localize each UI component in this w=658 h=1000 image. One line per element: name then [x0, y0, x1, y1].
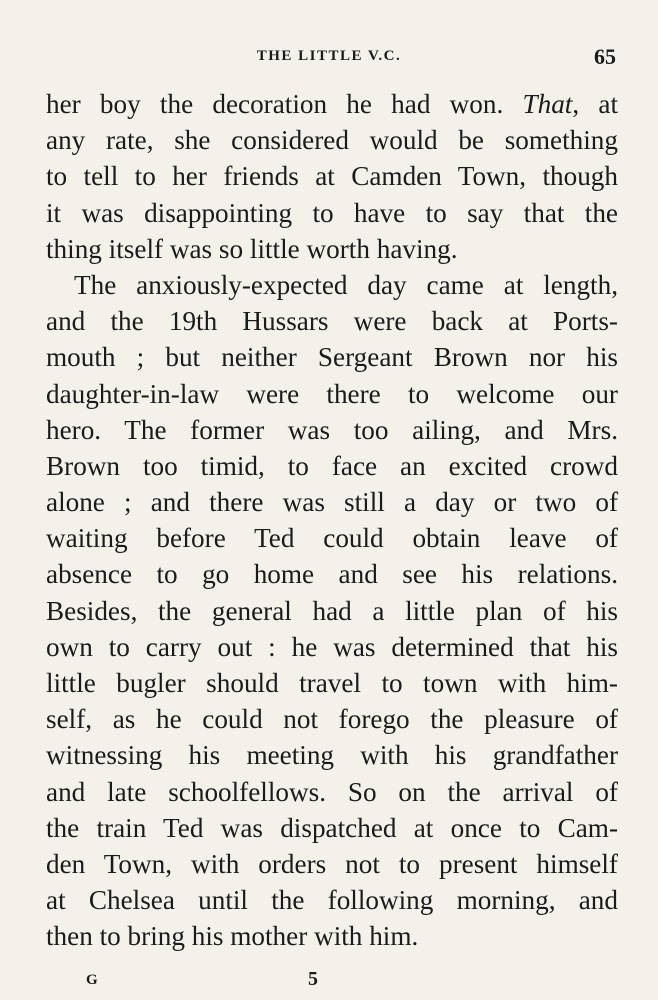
text-line: little bugler should travel to town with him-: [46, 668, 618, 698]
text-line: mouth ; but neither Sergeant Brown nor his: [46, 342, 618, 373]
signature-number: 5: [308, 968, 318, 990]
page-footer: [0, 968, 658, 994]
text-line: to tell to her friends at Camden Town, though: [46, 161, 618, 192]
body-text: [46, 86, 618, 955]
text-line: and late schoolfellows. So on the arrival of: [46, 776, 618, 807]
page-number: 65: [594, 44, 616, 69]
signature-letter: G: [86, 972, 98, 988]
text-line: thing itself was so little worth having.: [46, 233, 458, 264]
text-line: daughter-in-law were there to welcome our: [46, 378, 618, 409]
text-line: it was disappointing to have to say that the: [46, 197, 618, 228]
text-line: alone ; and there was still a day or two of: [46, 487, 618, 518]
text-line: [46, 86, 618, 122]
text-line: then to bring his mother with him.: [46, 921, 419, 952]
text-line: own to carry out : he was determined that his: [46, 631, 618, 662]
text-line: den Town, with orders not to present himself: [46, 848, 618, 879]
text-line: witnessing his meeting with his grandfather: [46, 740, 618, 771]
running-title: THE LITTLE V.C.: [256, 48, 402, 64]
running-head: [0, 44, 658, 74]
text-line: and the 19th Hussars were back at Ports-: [46, 306, 618, 337]
text-line: absence to go home and see his relations.: [46, 559, 618, 590]
text-line: the train Ted was dispatched at once to Cam-: [46, 812, 618, 843]
text-line: at Chelsea until the following morning, and: [46, 885, 618, 916]
text-line: any rate, she considered would be something: [46, 125, 618, 156]
text-line: Besides, the general had a little plan of his: [46, 595, 618, 626]
text-line: hero. The former was too ailing, and Mrs.: [46, 414, 618, 445]
text-span: , at: [572, 89, 619, 119]
italic-word: That: [522, 89, 573, 119]
text-span: her boy the decoration he had won.: [46, 89, 523, 119]
text-line: The anxiously-expected day came at length,: [74, 269, 618, 300]
text-line: waiting before Ted could obtain leave of: [46, 523, 618, 554]
text-line: Brown too timid, to face an excited crowd: [46, 450, 618, 481]
text-line: self, as he could not forego the pleasure of: [46, 704, 618, 735]
